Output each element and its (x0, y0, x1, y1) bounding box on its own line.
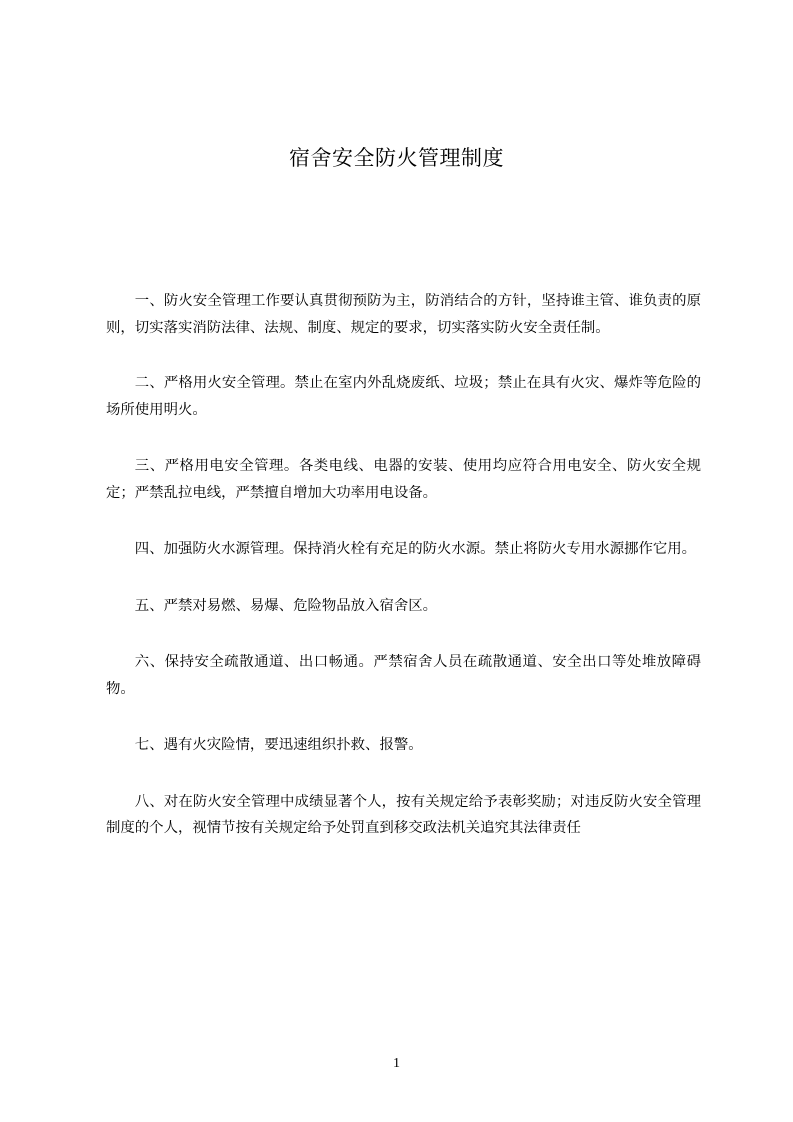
page-number: 1 (393, 1056, 400, 1071)
paragraph-4: 四、加强防火水源管理。保持消火栓有充足的防火水源。禁止将防火专用水源挪作它用。 (134, 541, 697, 557)
paragraph-1: 一、防火安全管理工作要认真贯彻预防为主，防消结合的方针，坚持谁主管、谁负责的原则，切实落实消防法律、法规、制度、规定的要求，切实落实防火安全责任制。 (106, 293, 701, 336)
paragraph-8: 八、对在防火安全管理中成绩显著个人，按有关规定给予表彰奖励；对违反防火安全管理制度的个人，视情节按有关规定给予处罚直到移交政法机关追究其法律责任 (106, 793, 701, 836)
paragraph-7: 七、遇有火灾险情，要迅速组织扑救、报警。 (134, 737, 423, 753)
paragraph-5: 五、严禁对易燃、易爆、危险物品放入宿舍区。 (134, 597, 438, 614)
paragraph-2: 二、严格用火安全管理。禁止在室内外乱烧废纸、垃圾；禁止在具有火灾、爆炸等危险的场所使用明火。 (106, 375, 701, 418)
document-title: 宿舍安全防火管理制度 (289, 146, 504, 170)
paragraph-6: 六、保持安全疏散通道、出口畅通。严禁宿舍人员在疏散通道、安全出口等处堆放障碍物。 (106, 654, 701, 697)
paragraph-3: 三、严格用电安全管理。各类电线、电器的安装、使用均应符合用电安全、防火安全规定；严禁乱拉电线，严禁擅自增加大功率用电设备。 (106, 458, 701, 501)
document-body (106, 288, 701, 872)
